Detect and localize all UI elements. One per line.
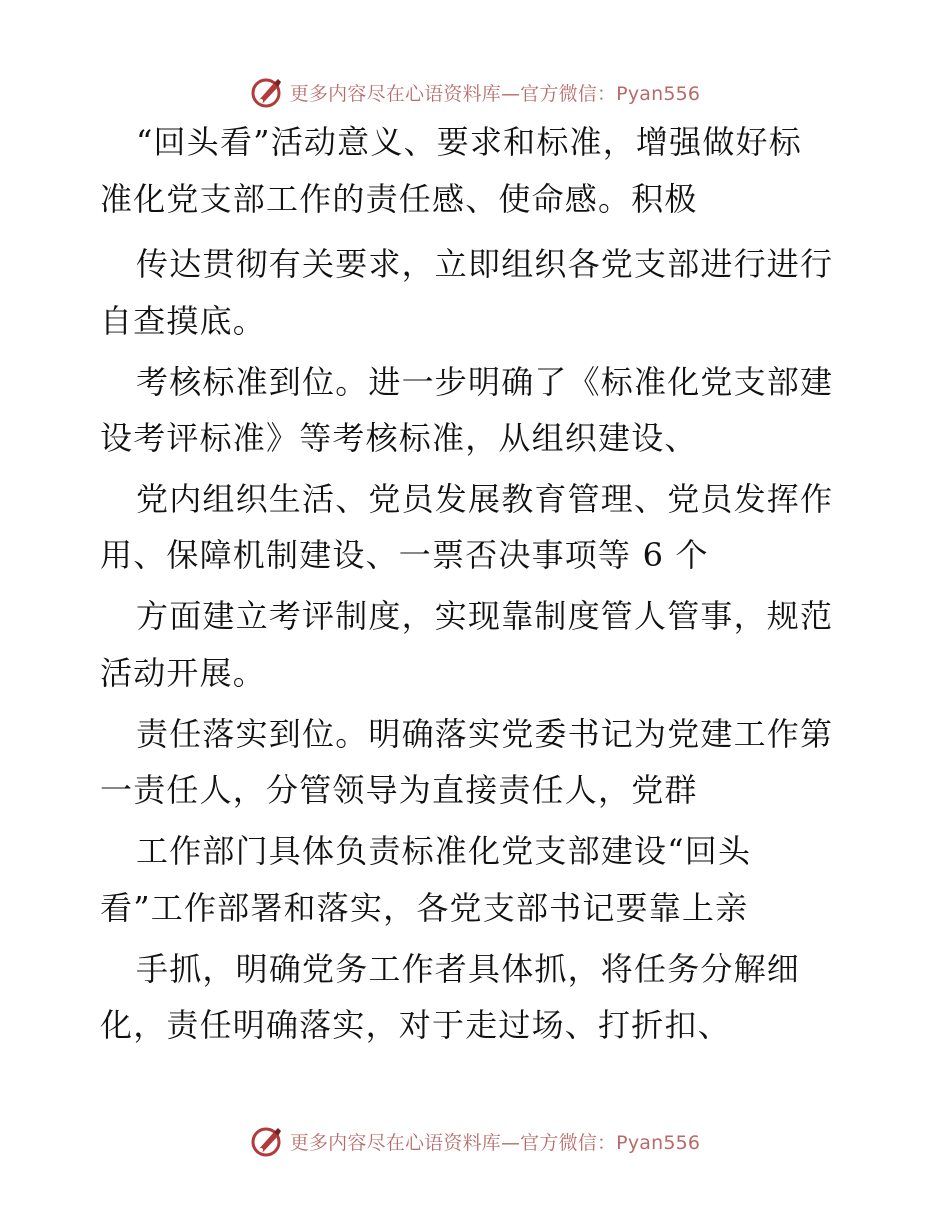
header-watermark	[0, 72, 950, 112]
watermark-text: 更多内容尽在心语资料库—官方微信：Pyan556	[289, 1131, 701, 1154]
text-line: 责任落实到位。明确落实党委书记为党建工作第	[136, 715, 834, 753]
text-line: 准化党支部工作的责任感、使命感。积极	[100, 180, 698, 218]
text-line: 考核标准到位。进一步明确了《标准化党支部建	[136, 363, 834, 401]
pen-logo-icon	[250, 1124, 284, 1158]
text-line: 化，责任明确落实，对于走过场、打折扣、	[100, 1006, 731, 1044]
footer-watermark	[0, 1121, 950, 1161]
text-line: 看”工作部署和落实，各党支部书记要靠上亲	[100, 889, 749, 927]
text-line: 方面建立考评制度，实现靠制度管人管事，规范	[136, 597, 834, 635]
text-line: 传达贯彻有关要求，立即组织各党支部进行进行	[136, 245, 834, 283]
text-line: 用、保障机制建设、一票否决事项等 6 个	[100, 536, 709, 574]
text-line: 自查摸底。	[100, 302, 267, 340]
pen-logo-icon	[250, 75, 284, 109]
text-line: 手抓，明确党务工作者具体抓，将任务分解细	[136, 950, 801, 988]
text-line: “回头看”活动意义、要求和标准，增强做好标	[136, 123, 802, 161]
watermark-text: 更多内容尽在心语资料库—官方微信：Pyan556	[289, 82, 701, 105]
text-line: 活动开展。	[100, 654, 267, 692]
text-line: 设考评标准》等考核标准，从组织建设、	[100, 419, 698, 457]
text-line: 党内组织生活、党员发展教育管理、党员发挥作	[136, 480, 834, 518]
text-line: 工作部门具体负责标准化党支部建设“回头	[136, 832, 752, 870]
text-line: 一责任人，分管领导为直接责任人，党群	[100, 771, 698, 809]
